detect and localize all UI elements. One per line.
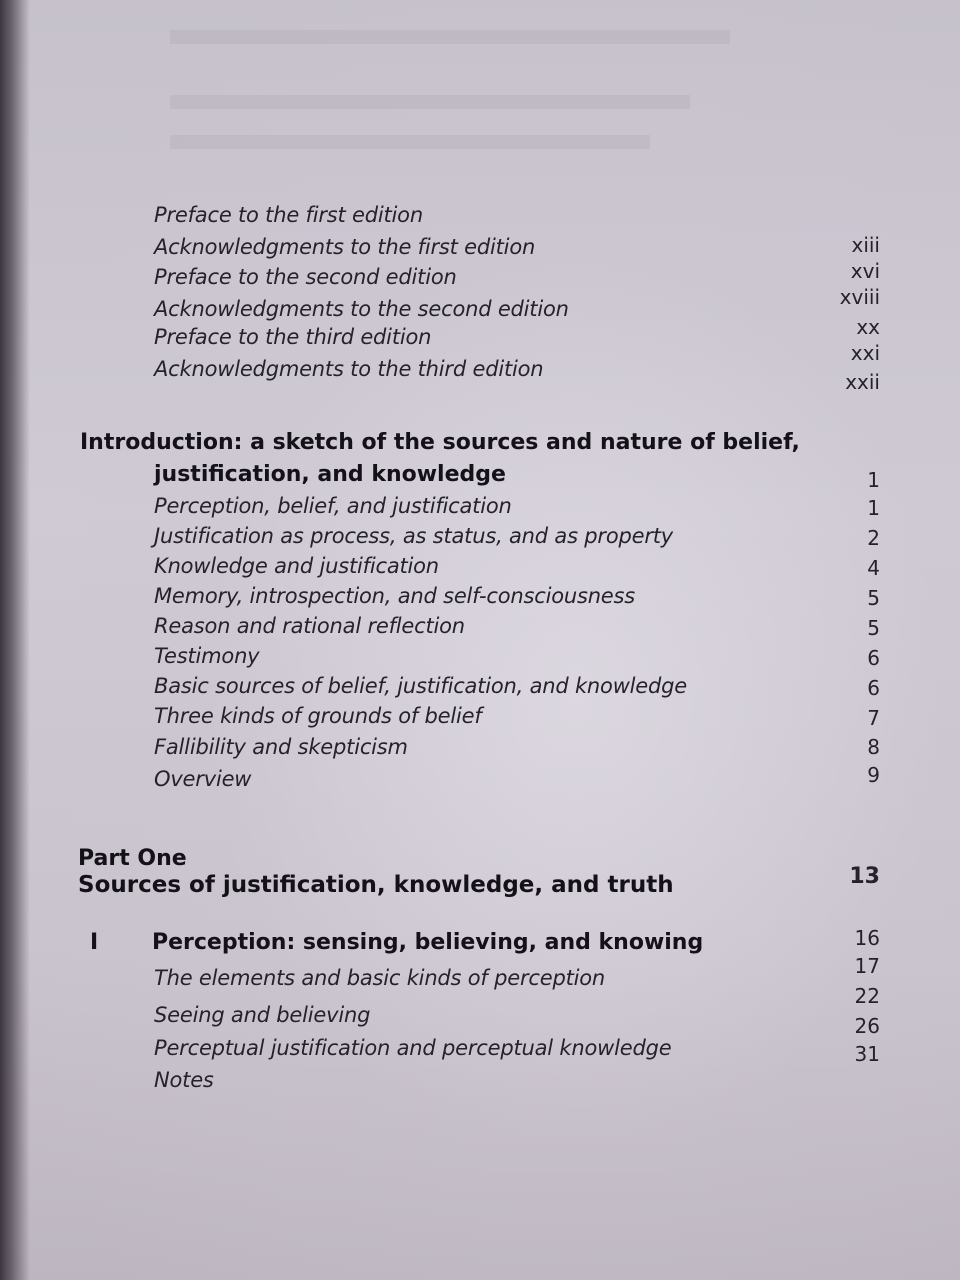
toc-entry-title: Testimony xyxy=(154,644,260,668)
toc-entry-title: Reason and rational reflection xyxy=(154,614,465,638)
toc-entry-title: Acknowledgments to the second edition xyxy=(154,297,569,321)
toc-entry-page: 1 xyxy=(867,496,880,520)
introduction-heading-line2: justification, and knowledge xyxy=(154,462,506,487)
show-through-3 xyxy=(170,135,650,149)
chapter-number: I xyxy=(90,930,99,955)
toc-entry-title: Justification as process, as status, and as property xyxy=(154,524,674,548)
toc-entry-page: xiii xyxy=(851,233,880,257)
toc-entry-title: Notes xyxy=(154,1068,214,1092)
part-one-title: Sources of justification, knowledge, and truth xyxy=(78,872,674,898)
toc-entry-page: xviii xyxy=(839,285,880,309)
toc-entry-title: Overview xyxy=(154,767,252,791)
toc-entry-title: Three kinds of grounds of belief xyxy=(154,704,482,728)
toc-entry-title: Preface to the second edition xyxy=(154,265,457,289)
toc-row xyxy=(0,554,960,586)
toc-entry-page: 17 xyxy=(854,954,880,978)
toc-entry-page: 9 xyxy=(867,763,880,787)
toc-entry-title: Fallibility and skepticism xyxy=(154,735,408,759)
toc-entry-title: Perceptual justification and perceptual knowledge xyxy=(154,1036,672,1060)
toc-entry-page: 6 xyxy=(867,646,880,670)
toc-entry-title: Basic sources of belief, justification, and knowledge xyxy=(154,674,688,698)
toc-row xyxy=(0,494,960,526)
toc-entry-page: 8 xyxy=(867,735,880,759)
toc-entry-title: Knowledge and justification xyxy=(154,554,439,578)
toc-entry-page: 2 xyxy=(867,526,880,550)
toc-row xyxy=(0,524,960,556)
toc-entry-page: 7 xyxy=(867,706,880,730)
toc-row xyxy=(0,674,960,706)
toc-entry-title: Preface to the third edition xyxy=(154,325,432,349)
toc-entry-page: xxii xyxy=(845,370,880,394)
part-one-page: 13 xyxy=(849,864,880,889)
toc-entry-page: xvi xyxy=(850,259,880,283)
toc-entry-title: Memory, introspection, and self-consciousness xyxy=(154,584,636,608)
toc-entry-page: xx xyxy=(856,315,880,339)
toc-row xyxy=(0,704,960,736)
toc-entry-page: 5 xyxy=(867,616,880,640)
toc-entry-page: 22 xyxy=(854,984,880,1008)
toc-entry-title: Acknowledgments to the third edition xyxy=(154,357,544,381)
toc-entry-page: 26 xyxy=(854,1014,880,1038)
toc-row xyxy=(0,644,960,676)
introduction-page: 1 xyxy=(867,468,880,492)
toc-row xyxy=(0,584,960,616)
toc-entry-page: 6 xyxy=(867,676,880,700)
show-through-1 xyxy=(170,30,730,44)
toc-entry-title: Preface to the first edition xyxy=(154,203,423,227)
toc-row xyxy=(0,203,960,235)
toc-entry-title: The elements and basic kinds of perception xyxy=(154,966,605,990)
toc-entry-page: 4 xyxy=(867,556,880,580)
toc-row xyxy=(0,370,960,415)
chapter-one-title: Perception: sensing, believing, and knowing xyxy=(152,930,704,955)
toc-entry-page: xxi xyxy=(850,341,880,365)
toc-row xyxy=(0,763,960,799)
toc-entry-page: 5 xyxy=(867,586,880,610)
introduction-heading-line1: Introduction: a sketch of the sources and nature of belief, xyxy=(80,430,800,455)
toc-entry-title: Acknowledgments to the first edition xyxy=(154,235,536,259)
toc-row xyxy=(0,614,960,646)
toc-entry-title: Seeing and believing xyxy=(154,1003,371,1027)
part-one-label: Part One xyxy=(78,846,187,871)
toc-entry-title: Perception, belief, and justification xyxy=(154,494,512,518)
toc-entry-page: 31 xyxy=(854,1042,880,1066)
chapter-one-page: 16 xyxy=(854,926,880,950)
show-through-2 xyxy=(170,95,690,109)
